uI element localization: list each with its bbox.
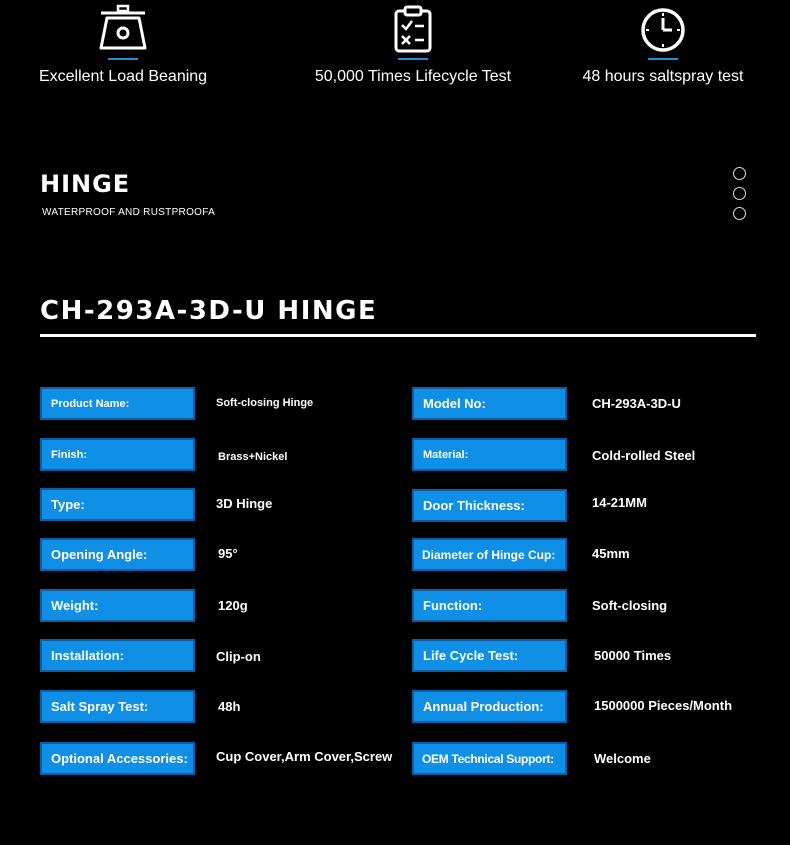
clock-icon <box>637 4 689 56</box>
feature-label: 48 hours saltspray test <box>582 68 744 85</box>
spec-label: Door Thickness: <box>412 489 567 522</box>
spec-value: Soft-closing <box>592 598 668 613</box>
feature-underline <box>648 58 678 60</box>
spec-value: 120g <box>218 598 248 613</box>
spec-value: 1500000 Pieces/Month <box>594 698 733 713</box>
spec-value: Cup Cover,Arm Cover,Screw <box>216 749 393 764</box>
feature-label: Excellent Load Beaning <box>38 68 208 85</box>
title-divider <box>40 334 756 337</box>
spec-label: Function: <box>412 589 567 622</box>
checklist-icon <box>387 4 439 56</box>
section-heading: HINGE <box>40 170 131 198</box>
spec-label: Material: <box>412 438 567 471</box>
carousel-dots <box>733 167 746 227</box>
spec-value: Brass+Nickel <box>218 450 288 463</box>
spec-label: OEM Technical Support: <box>412 742 567 775</box>
spec-value: 3D Hinge <box>216 496 273 511</box>
carousel-dot[interactable] <box>733 167 746 180</box>
spec-value: 50000 Times <box>594 648 672 663</box>
spec-value: CH-293A-3D-U <box>592 396 681 411</box>
spec-label: Annual Production: <box>412 690 567 723</box>
spec-label: Life Cycle Test: <box>412 639 567 672</box>
spec-label: Product Name: <box>40 387 195 420</box>
carousel-dot[interactable] <box>733 207 746 220</box>
spec-label: Diameter of Hinge Cup: <box>412 538 567 571</box>
spec-label: Opening Angle: <box>40 538 195 571</box>
spec-value: Welcome <box>594 751 651 766</box>
feature-underline <box>398 58 428 60</box>
feature-lifecycle <box>293 0 533 86</box>
spec-value: Clip-on <box>216 649 261 664</box>
product-title: CH-293A-3D-U HINGE <box>40 296 378 326</box>
spec-value: Soft-closing Hinge <box>216 396 314 409</box>
spec-label: Installation: <box>40 639 195 672</box>
feature-load <box>3 0 243 86</box>
feature-saltspray <box>543 0 783 86</box>
scale-icon <box>97 4 149 56</box>
spec-value: 45mm <box>592 546 630 561</box>
section-subheading: WATERPROOF AND RUSTPROOFA <box>42 207 216 218</box>
carousel-dot[interactable] <box>733 187 746 200</box>
spec-label: Model No: <box>412 387 567 420</box>
spec-value: 95° <box>218 546 238 561</box>
feature-label: 50,000 Times Lifecycle Test <box>314 68 512 85</box>
spec-label: Weight: <box>40 589 195 622</box>
spec-value: Cold-rolled Steel <box>592 448 696 463</box>
spec-label: Finish: <box>40 438 195 471</box>
spec-label: Type: <box>40 488 195 521</box>
feature-underline <box>108 58 138 60</box>
spec-label: Optional Accessories: <box>40 742 195 775</box>
spec-value: 14-21MM <box>592 495 647 510</box>
spec-label: Salt Spray Test: <box>40 690 195 723</box>
spec-value: 48h <box>218 699 241 714</box>
